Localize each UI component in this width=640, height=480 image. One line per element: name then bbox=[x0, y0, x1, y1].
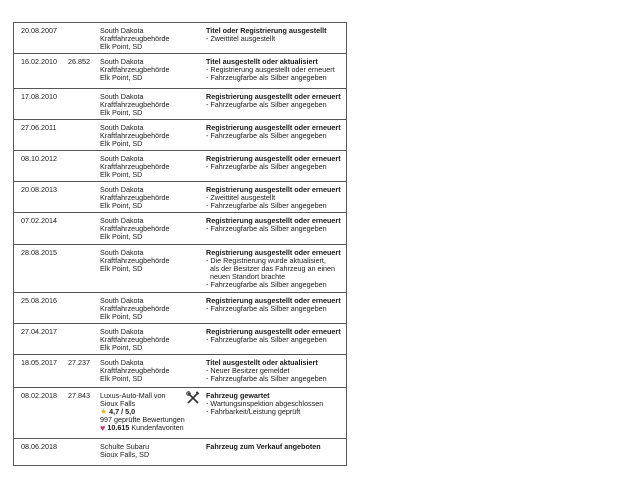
wrench-screwdriver-icon bbox=[186, 391, 200, 405]
source-line: Elk Point, SD bbox=[100, 312, 143, 321]
table-row bbox=[14, 292, 346, 323]
record-source bbox=[100, 328, 190, 352]
event-title: Titel ausgestellt oder aktualisiert bbox=[206, 57, 318, 66]
dealer-name: Luxus-Auto-Mall von bbox=[100, 391, 166, 400]
table-row bbox=[14, 88, 346, 119]
record-date: 08.02.2018 bbox=[21, 391, 57, 400]
record-date: 25.08.2016 bbox=[21, 296, 57, 305]
record-detail bbox=[206, 392, 344, 416]
record-source bbox=[100, 58, 190, 82]
event-title: Registrierung ausgestellt oder erneuert bbox=[206, 154, 341, 163]
event-detail: als der Besitzer das Fahrzeug an einen bbox=[206, 264, 336, 273]
favorites-count: 10.615 bbox=[107, 423, 130, 432]
source-line: Kraftfahrzeugbehörde bbox=[100, 193, 170, 202]
source-line: South Dakota bbox=[100, 57, 144, 66]
source-line: South Dakota bbox=[100, 92, 144, 101]
table-row bbox=[14, 119, 346, 150]
source-line: Kraftfahrzeugbehörde bbox=[100, 65, 170, 74]
rating-value: 4,7 / 5,0 bbox=[109, 407, 136, 416]
table-row-service bbox=[14, 387, 346, 438]
event-detail: - Fahrzeugfarbe als Silber angegeben bbox=[206, 201, 327, 210]
record-source bbox=[100, 124, 190, 148]
record-detail bbox=[206, 217, 344, 233]
source-line: South Dakota bbox=[100, 296, 144, 305]
event-title: Titel oder Registrierung ausgestellt bbox=[206, 26, 327, 35]
source-line: Kraftfahrzeugbehörde bbox=[100, 100, 170, 109]
event-detail: - Zweittitel ausgestellt bbox=[206, 193, 276, 202]
source-line: Elk Point, SD bbox=[100, 139, 143, 148]
record-source bbox=[100, 93, 190, 117]
source-line: South Dakota bbox=[100, 327, 144, 336]
event-detail: - Wartungsinspektion abgeschlossen bbox=[206, 399, 324, 408]
event-detail: - Fahrzeugfarbe als Silber angegeben bbox=[206, 162, 327, 171]
vehicle-history-table bbox=[13, 22, 347, 466]
record-date: 18.05.2017 bbox=[21, 358, 57, 367]
record-date: 16.02.2010 bbox=[21, 57, 57, 66]
source-line: Kraftfahrzeugbehörde bbox=[100, 256, 170, 265]
record-detail bbox=[206, 186, 344, 210]
record-detail bbox=[206, 58, 344, 82]
table-row bbox=[14, 53, 346, 88]
record-date: 08.10.2012 bbox=[21, 154, 57, 163]
record-source bbox=[100, 297, 190, 321]
record-date: 20.08.2013 bbox=[21, 185, 57, 194]
event-detail: - Fahrzeugfarbe als Silber angegeben bbox=[206, 280, 327, 289]
table-row bbox=[14, 181, 346, 212]
record-date: 27.04.2017 bbox=[21, 327, 57, 336]
table-row bbox=[14, 438, 346, 466]
event-title: Registrierung ausgestellt oder erneuert bbox=[206, 327, 341, 336]
record-detail bbox=[206, 124, 344, 140]
source-line: Elk Point, SD bbox=[100, 201, 143, 210]
source-line: Kraftfahrzeugbehörde bbox=[100, 366, 170, 375]
record-detail bbox=[206, 155, 344, 171]
dealer-name: Sioux Falls bbox=[100, 399, 136, 408]
customer-favorites bbox=[100, 424, 190, 432]
event-detail: - Fahrzeugfarbe als Silber angegeben bbox=[206, 304, 327, 313]
record-detail bbox=[206, 249, 344, 289]
source-line: South Dakota bbox=[100, 358, 144, 367]
event-title: Registrierung ausgestellt oder erneuert bbox=[206, 185, 341, 194]
record-mileage: 27.843 bbox=[68, 391, 90, 400]
event-title: Titel ausgestellt oder aktualisiert bbox=[206, 358, 318, 367]
event-title: Registrierung ausgestellt oder erneuert bbox=[206, 123, 341, 132]
event-title: Registrierung ausgestellt oder erneuert bbox=[206, 296, 341, 305]
star-icon: ★ bbox=[100, 407, 108, 416]
source-line: Elk Point, SD bbox=[100, 42, 143, 51]
record-date: 07.02.2014 bbox=[21, 216, 57, 225]
event-title: Registrierung ausgestellt oder erneuert bbox=[206, 216, 341, 225]
record-date: 27.06.2011 bbox=[21, 123, 57, 132]
event-detail: - Fahrzeugfarbe als Silber angegeben bbox=[206, 100, 327, 109]
source-line: Kraftfahrzeugbehörde bbox=[100, 34, 170, 43]
source-line: Kraftfahrzeugbehörde bbox=[100, 224, 170, 233]
record-source bbox=[100, 392, 190, 432]
event-detail: - Fahrzeugfarbe als Silber angegeben bbox=[206, 374, 327, 383]
event-detail: - Zweittitel ausgestellt bbox=[206, 34, 276, 43]
record-detail bbox=[206, 359, 344, 383]
source-line: Elk Point, SD bbox=[100, 232, 143, 241]
source-line: Elk Point, SD bbox=[100, 264, 143, 273]
record-detail bbox=[206, 297, 344, 313]
source-line: South Dakota bbox=[100, 216, 144, 225]
event-detail: - Fahrbarkeit/Leistung geprüft bbox=[206, 407, 301, 416]
record-date: 08.06.2018 bbox=[21, 442, 57, 451]
record-source bbox=[100, 217, 190, 241]
event-title: Fahrzeug zum Verkauf angeboten bbox=[206, 442, 321, 451]
event-title: Fahrzeug gewartet bbox=[206, 391, 270, 400]
event-detail: - Neuer Besitzer gemeldet bbox=[206, 366, 290, 375]
event-detail: neuen Standort brachte bbox=[206, 272, 286, 281]
favorites-label: Kundenfavoriten bbox=[131, 423, 184, 432]
record-mileage: 26.852 bbox=[68, 57, 90, 66]
record-source bbox=[100, 27, 190, 51]
event-title: Registrierung ausgestellt oder erneuert bbox=[206, 92, 341, 101]
source-line: Kraftfahrzeugbehörde bbox=[100, 335, 170, 344]
record-detail bbox=[206, 443, 344, 451]
record-detail bbox=[206, 27, 344, 43]
record-date: 28.08.2015 bbox=[21, 248, 57, 257]
record-detail bbox=[206, 93, 344, 109]
table-row bbox=[14, 212, 346, 244]
event-detail: - Fahrzeugfarbe als Silber angegeben bbox=[206, 131, 327, 140]
table-row bbox=[14, 244, 346, 292]
source-line: Elk Point, SD bbox=[100, 374, 143, 383]
table-row bbox=[14, 22, 346, 53]
record-source bbox=[100, 186, 190, 210]
table-row bbox=[14, 323, 346, 354]
source-line: Kraftfahrzeugbehörde bbox=[100, 162, 170, 171]
event-detail: - Fahrzeugfarbe als Silber angegeben bbox=[206, 335, 327, 344]
event-detail: - Registrierung ausgestellt oder erneuert bbox=[206, 65, 335, 74]
source-line: Kraftfahrzeugbehörde bbox=[100, 131, 170, 140]
source-line: South Dakota bbox=[100, 154, 144, 163]
record-source bbox=[100, 443, 190, 459]
source-line: South Dakota bbox=[100, 248, 144, 257]
record-date: 20.08.2007 bbox=[21, 26, 57, 35]
source-line: Kraftfahrzeugbehörde bbox=[100, 304, 170, 313]
source-line: Elk Point, SD bbox=[100, 170, 143, 179]
table-row bbox=[14, 354, 346, 387]
record-date: 17.08.2010 bbox=[21, 92, 57, 101]
record-source bbox=[100, 249, 190, 273]
source-line: South Dakota bbox=[100, 26, 144, 35]
table-row bbox=[14, 150, 346, 181]
source-line: Elk Point, SD bbox=[100, 343, 143, 352]
event-detail: - Fahrzeugfarbe als Silber angegeben bbox=[206, 224, 327, 233]
record-source bbox=[100, 359, 190, 383]
event-detail: - Die Registrierung wurde aktualisiert, bbox=[206, 256, 326, 265]
source-line: Elk Point, SD bbox=[100, 108, 143, 117]
review-count: 997 geprüfte Bewertungen bbox=[100, 415, 185, 424]
dealer-location: Sioux Falls, SD bbox=[100, 450, 150, 459]
heart-icon: ♥ bbox=[100, 423, 106, 433]
event-title: Registrierung ausgestellt oder erneuert bbox=[206, 248, 341, 257]
event-detail: - Fahrzeugfarbe als Silber angegeben bbox=[206, 73, 327, 82]
dealer-name: Schulte Subaru bbox=[100, 442, 150, 451]
source-line: South Dakota bbox=[100, 123, 144, 132]
source-line: Elk Point, SD bbox=[100, 73, 143, 82]
source-line: South Dakota bbox=[100, 185, 144, 194]
record-detail bbox=[206, 328, 344, 344]
record-source bbox=[100, 155, 190, 179]
record-mileage: 27.237 bbox=[68, 358, 90, 367]
